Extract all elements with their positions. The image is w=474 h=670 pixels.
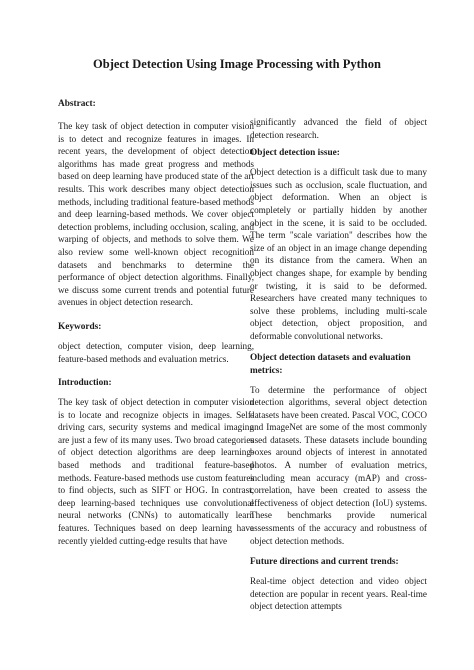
introduction-continued-text: significantly advanced the field of object detection research. bbox=[250, 117, 427, 140]
right-column bbox=[250, 116, 427, 613]
keywords-heading: Keywords: bbox=[58, 321, 102, 332]
future-text: Real-time object detection and video object detection are popular in recent years. Real-time object detection attempts bbox=[250, 576, 427, 612]
detection-issue-text: Object detection is a difficult task due to many issues such as occlusion, scale fluctuation, and object deformation. When an object is completely or partially hidden by another object in the scene, it is said to be occluded. The term "scale variation" describes how the size of an object in an image change depending on its distance from the camera. When an object changes shape, for example by bending or twisting, it is said to be deformed. Researchers have created many techniques to solve these problems, including multi-scale object detection, object proposition, and deformable convolutional networks. bbox=[250, 167, 427, 341]
introduction-text: The key task of object detection in computer vision is to locate and recognize objects in images. Self-driving cars, security systems and medical imaging are just a few of its many uses. Two broad categories of object detection algorithms are deep learning-based methods and traditional feature-based methods. Feature-based methods use custom features to find objects, such as SIFT or HOG. In contrast, deep learning-based techniques use convolutional neural networks (CNNs) to automatically learn features. Techniques based on deep learning have recently yielded cutting-edge results that have bbox=[58, 397, 254, 546]
introduction-heading: Introduction: bbox=[58, 378, 112, 389]
abstract-text: The key task of object detection in computer vision is to detect and recognize features in images. In recent years, the development of object detection algorithms has made great progress and methods based on deep learning have produced state of the art results. This work describes many object detection methods, including traditional feature-based methods and deep learning-based methods. We cover object detection problems, including occlusion, scaling, and warping of objects, and methods to solve them. We also review some well-known object recognition datasets and benchmarks to determine the performance of object detection algorithms. Finally, we discuss some current trends and potential future avenues in object detection research. bbox=[58, 121, 254, 308]
abstract-heading: Abstract: bbox=[58, 99, 96, 109]
datasets-heading: Object detection datasets and evaluation metrics: bbox=[250, 352, 411, 376]
keywords-text: object detection, computer vision, deep learning, feature-based methods and evaluation metrics. bbox=[58, 340, 254, 364]
datasets-text: To determine the performance of object detection algorithms, several object detection datasets have been created. Pascal VOC, COCO and ImageNet are some of the most commonly used datasets. These datasets include bounding boxes around objects of interest in annotated photos. A number of evaluation metrics, including mean accuracy (mAP) and cross-correlation, have been created to assess the effectiveness of object detection (IoU) systems. These benchmarks provide numerical assessments of the accuracy and robustness of object detection methods. bbox=[250, 384, 427, 546]
future-heading: Future directions and current trends: bbox=[250, 557, 399, 568]
paper-title: Object Detection Using Image Processing with Python bbox=[93, 57, 381, 71]
detection-issue-heading: Object detection issue: bbox=[250, 148, 340, 159]
left-column bbox=[58, 98, 254, 547]
